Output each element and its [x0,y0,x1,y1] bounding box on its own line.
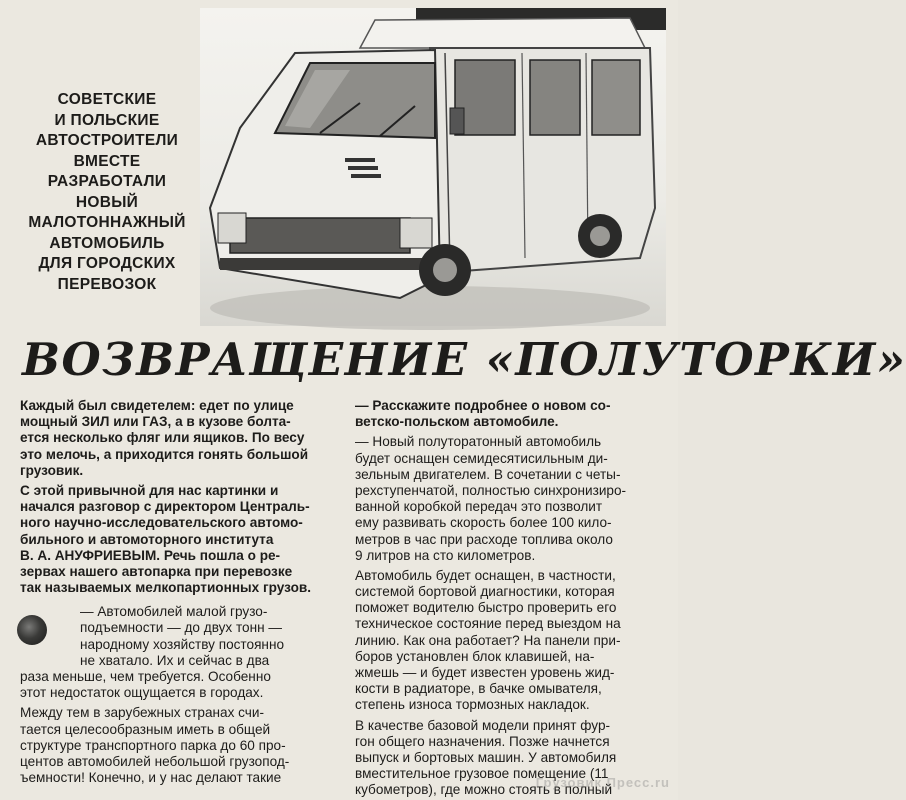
text-line: народному хозяйству постоянно [80,636,285,652]
text-line: метров в час при расходе топлива около [355,531,613,547]
lead-line: МАЛОТОННАЖНЫЙ [28,214,186,231]
text-line: не хватало. Их и сейчас в два [80,652,270,668]
text-line: зельным двигателем. В сочетании с четы- [355,466,621,482]
text-line: ветско-польском автомобиле. [355,414,559,430]
lead-line: НОВЫЙ [75,193,139,211]
text-line: боров установлен блок клавишей, на- [355,648,595,664]
text-line: этот недостаток ощущается в городах. [20,685,264,701]
text-line: так называемых мелкопартионных грузов. [20,580,312,596]
left-column [20,398,332,786]
text-line: вместительное грузовое помещение (11 [355,766,609,782]
text-line: ванной коробкой передач это позволит [355,499,603,515]
paragraph-intro [20,398,332,479]
question-paragraph [355,398,667,430]
text-line: 9 литров на сто километров. [355,547,536,563]
text-line: степень износа тормозных накладок. [355,697,590,713]
text-line: — Новый полуторатонный автомобиль [355,434,602,450]
lead-line: РАЗРАБОТАЛИ [47,173,167,190]
text-line: техническое состояние перед выездом на [355,616,621,632]
text-line: — Расскажите подробнее о новом со- [355,398,611,413]
text-line: В качестве базовой модели принят фур- [355,717,611,733]
text-line: поможет водителю быстро проверить его [355,600,617,616]
text-line: бильного и автомоторного института [20,531,274,547]
text-line: будет оснащен семидесятисильным ди- [355,450,608,466]
text-line: грузовик. [20,462,84,478]
paragraph-abroad [20,705,332,786]
paragraph-engine [355,434,667,564]
text-line: кубометров), где можно стоять в полный [355,782,613,798]
text-line: Каждый был свидетелем: едет по улице [20,398,294,413]
text-line: тается целесообразным иметь в общей [20,721,271,737]
lead-line: ВМЕСТЕ [73,152,141,170]
text-line: кости в радиаторе, в бачке омывателя, [355,681,602,697]
text-line: ного научно-исследовательского автомо- [20,515,303,531]
text-line: системой бортовой диагностики, которая [355,584,615,600]
van-illustration [200,8,666,326]
van-photo [200,8,666,326]
text-line: ется несколько фляг или ящиков. По весу [20,430,305,446]
text-line: ему развивать скорость более 100 кило- [355,515,612,531]
text-line: жмешь — и будет известен уровень жид- [355,665,615,680]
paragraph-diagnostics [355,568,667,714]
text-line: гон общего назначения. Позже начнется [355,733,610,749]
text-line: С этой привычной для нас картинки и [20,482,279,498]
text-line: начался разговор с директором Централь- [20,499,310,515]
text-line: рехступенчатой, полностью синхронизиро- [355,482,627,498]
lead-line: АВТОСТРОИТЕЛИ [35,132,179,149]
bullet-dot-icon [17,615,47,645]
text-line: Между тем в зарубежных странах счи- [20,705,265,721]
lead-line: ДЛЯ ГОРОДСКИХ [38,255,176,272]
text-line: структуре транспортного парка до 60 про- [20,737,286,753]
lead-line: И ПОЛЬСКИЕ [54,111,160,129]
text-line: выпуск и бортовых машин. У автомобиля [355,749,617,765]
lead-text [14,90,200,295]
site-watermark: Грузовик Пресс.ru [535,775,670,790]
text-line: ъемности! Конечно, и у нас делают такие [20,770,282,786]
paragraph-answer-indented [20,604,332,669]
text-line: линию. Как она работает? На панели при- [355,632,621,648]
lead-line: СОВЕТСКИЕ [57,91,157,108]
text-line: В. А. АНУФРИЕВЫМ. Речь пошла о ре- [20,547,281,563]
text-line: зервах нашего автопарка при перевозке [20,563,293,579]
paragraph-answer [20,669,332,701]
lead-line: АВТОМОБИЛЬ [49,234,165,252]
text-line: это мелочь, а приходится гонять большой [20,446,309,462]
text-line: раза меньше, чем требуется. Особенно [20,669,271,684]
article-headline: ВОЗВРАЩЕНИЕ «ПОЛУТОРКИ» [22,333,906,386]
paragraph-conversation [20,483,332,596]
lead-line: ПЕРЕВОЗОК [57,275,157,293]
text-line: центов автомобилей небольшой грузопод- [20,753,290,769]
right-column [355,398,667,799]
text-line: Автомобиль будет оснащен, в частности, [355,567,616,583]
text-line: мощный ЗИЛ или ГАЗ, а в кузове болта- [20,414,291,430]
text-line: — Автомобилей малой грузо- [80,604,268,620]
text-line: подъемности — до двух тонн — [80,620,283,636]
